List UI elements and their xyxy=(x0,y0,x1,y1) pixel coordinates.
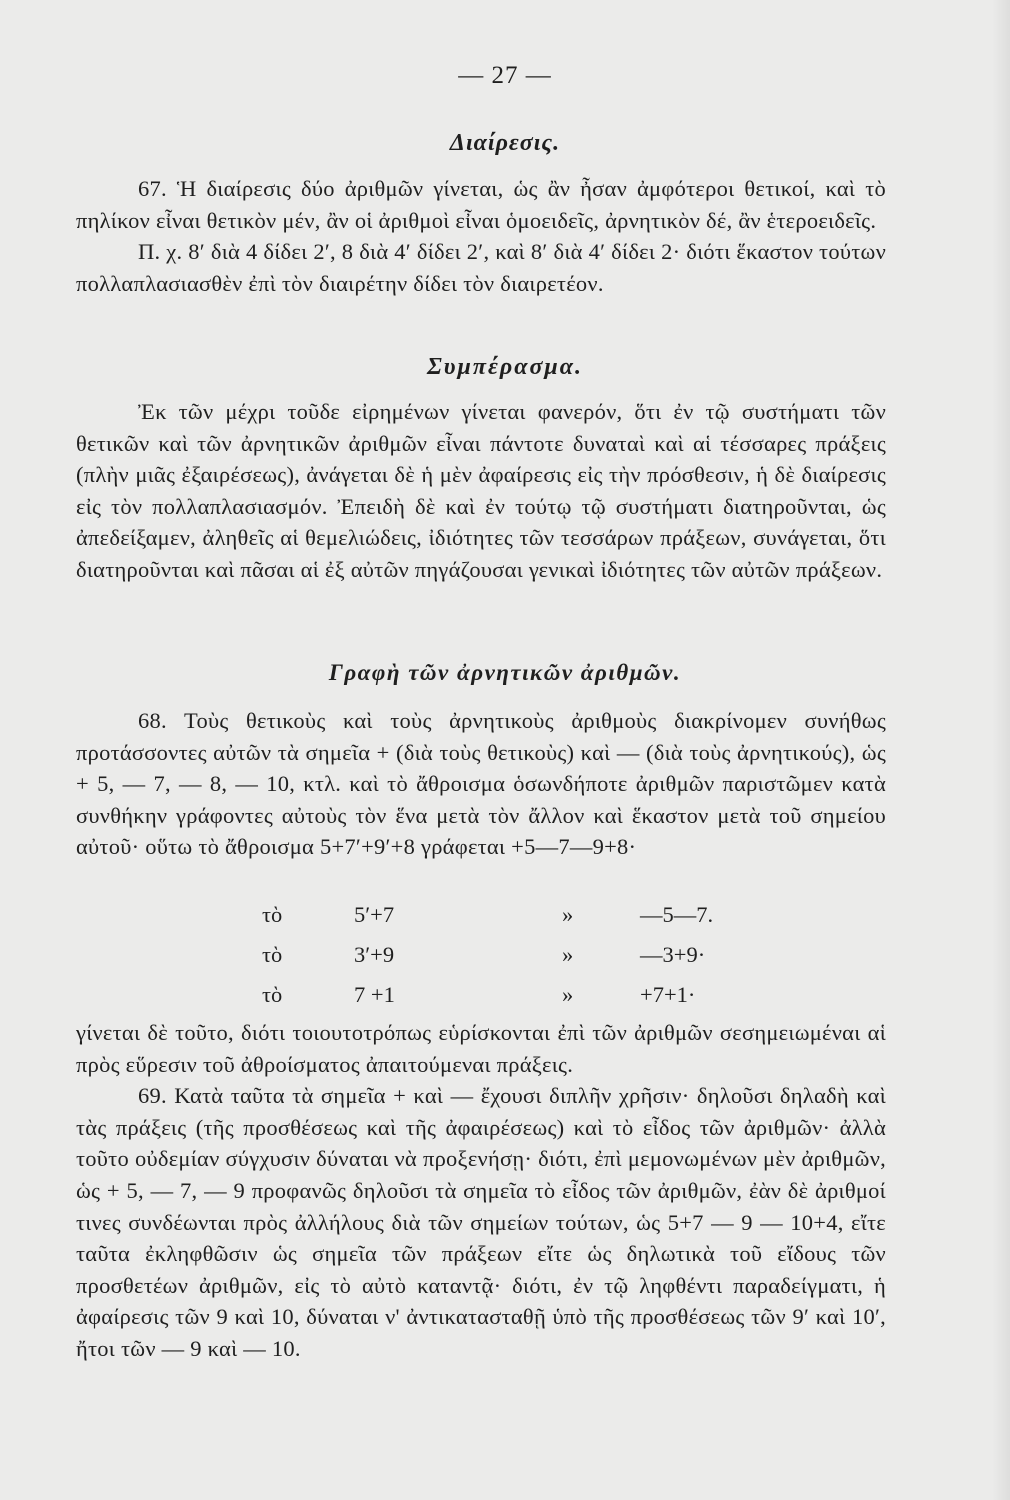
example-row xyxy=(76,942,886,982)
heading-notation: Γραφὴ τῶν ἀρνητικῶν ἀριθμῶν. xyxy=(328,660,682,685)
example-article: τὸ xyxy=(262,902,283,927)
paragraph-69: 69. Κατὰ ταῦτα τὰ σημεῖα + καὶ — ἔχουσι διπλῆν χρῆσιν· δηλοῦσι δηλαδὴ καὶ τὰς πράξεις (τῆς προσθέσεως καὶ τῆς ἀφαιρέσεως) καὶ τὸ εἶδος τῶν ἀριθμῶν· ἀλλὰ τοῦτο οὐδεμίαν σύγχυσιν δύναται νὰ προξενήσῃ· διότι, ἐπὶ μεμονωμένων μὲν ἀριθμῶν, ὡς + 5, — 7, — 9 προφανῶς δηλοῦσι τὰ σημεῖα τὸ εἶδος τῶν ἀριθμῶν, ἐὰν δὲ ἀριθμοί τινες συνδέωνται πρὸς ἀλλήλους διὰ τῶν σημείων τούτων, ὡς 5+7 — 9 — 10+4, εἴτε ταῦτα ἐκληφθῶσιν ὡς σημεῖα τῶν πράξεων εἴτε ὡς δηλωτικὰ τοῦ εἴδους τῶν προσθετέων ἀριθμῶν, εἰς τὸ αὐτὸ καταντᾷ· διότι, ἐν τῷ ληφθέντι παραδείγματι, ἡ ἀφαίρεσις τῶν 9 καὶ 10, δύναται ν' ἀντικατασταθῇ ὑπὸ τῆς προσθέσεως τῶν 9′ καὶ 10′, ἤτοι τῶν — 9 καὶ — 10. xyxy=(76,1083,886,1361)
section-conclusion xyxy=(76,396,886,586)
example-result: —5—7. xyxy=(640,902,714,927)
example-expression: 7 +1 xyxy=(354,982,395,1007)
paragraph-68-continued: γίνεται δὲ τοῦτο, διότι τοιουτοτρόπως εὑρίσκονται ἐπὶ τῶν ἀριθμῶν σεσημειωμέναι αἱ πρὸς εὕρεσιν τοῦ ἀθροίσματος ἀπαιτούμεναι πράξεις. xyxy=(76,1020,886,1077)
paragraph-conclusion: Ἐκ τῶν μέχρι τοῦδε εἰρημένων γίνεται φανερόν, ὅτι ἐν τῷ συστήματι τῶν θετικῶν καὶ τῶν ἀρνητικῶν ἀριθμῶν εἶναι πάντοτε δυναταὶ καὶ αἱ τέσσαρες πράξεις (πλὴν μιᾶς ἐξαιρέσεως), ἀνάγεται δὲ ἡ μὲν ἀφαίρεσις εἰς τὴν πρόσθεσιν, ἡ δὲ διαίρεσις εἰς τὸν πολλαπλασιασμόν. Ἐπειδὴ δὲ καὶ ἐν τούτῳ τῷ συστήματι διατηροῦνται, ὡς ἀπεδείξαμεν, ἀληθεῖς αἱ θεμελιώδεις, ἰδιότητες τῶν τεσσάρων πράξεων, συνάγεται, ὅτι διατηροῦνται καὶ πᾶσαι αἱ ἐξ αὐτῶν πηγάζουσαι γενικαὶ ἰδιότητες τῶν αὐτῶν πράξεων. xyxy=(76,399,886,582)
example-article: τὸ xyxy=(262,982,283,1007)
example-row xyxy=(76,982,886,1022)
example-table xyxy=(76,902,886,1022)
example-result: +7+1· xyxy=(640,982,696,1007)
page-number: — 27 — xyxy=(458,62,552,89)
example-mark: » xyxy=(562,942,574,967)
section-notation xyxy=(76,705,886,863)
scan-edge-shadow xyxy=(992,0,1010,1500)
heading-conclusion: Συμπέρασμα. xyxy=(426,354,584,380)
example-mark: » xyxy=(562,902,574,927)
example-article: τὸ xyxy=(262,942,283,967)
example-expression: 3′+9 xyxy=(354,942,395,967)
example-expression: 5′+7 xyxy=(354,902,395,927)
paragraph-68: 68. Τοὺς θετικοὺς καὶ τοὺς ἀρνητικοὺς ἀριθμοὺς διακρίνομεν συνήθως προτάσσοντες αὐτῶν τὰ σημεῖα + (διὰ τοὺς θετικοὺς) καὶ — (διὰ τοὺς ἀρνητικούς), ὡς + 5, — 7, — 8, — 10, κτλ. καὶ τὸ ἄθροισμα ὁσωνδήποτε ἀριθμῶν παριστῶμεν κατὰ συνθήκην γράφοντες αὐτοὺς τὸν ἕνα μετὰ τὸν ἄλλον καὶ ἕκαστον μετὰ τοῦ σημείου αὐτοῦ· οὕτω τὸ ἄθροισμα 5+7′+9′+8 γράφεται +5—7—9+8· xyxy=(76,708,886,860)
example-result: —3+9· xyxy=(640,942,706,967)
section-notation-continued xyxy=(76,1017,886,1365)
paragraph-67: 67. Ἡ διαίρεσις δύο ἀριθμῶν γίνεται, ὡς ἂν ἦσαν ἀμφότεροι θετικοί, καὶ τὸ πηλίκον εἶναι θετικὸν μέν, ἂν οἱ ἀριθμοὶ εἶναι ὁμοειδεῖς, ἀρνητικὸν δέ, ἂν ἑτεροειδεῖς. xyxy=(76,176,886,233)
section-division xyxy=(76,173,886,299)
heading-division: Διαίρεσις. xyxy=(449,130,561,156)
example-mark: » xyxy=(562,982,574,1007)
example-row xyxy=(76,902,886,942)
paragraph-67-example: Π. χ. 8′ διὰ 4 δίδει 2′, 8 διὰ 4′ δίδει 2′, καὶ 8′ διὰ 4′ δίδει 2· διότι ἕκαστον τούτων πολλαπλασιασθὲν ἐπὶ τὸν διαιρέτην δίδει τὸν διαιρετέον. xyxy=(76,239,886,296)
